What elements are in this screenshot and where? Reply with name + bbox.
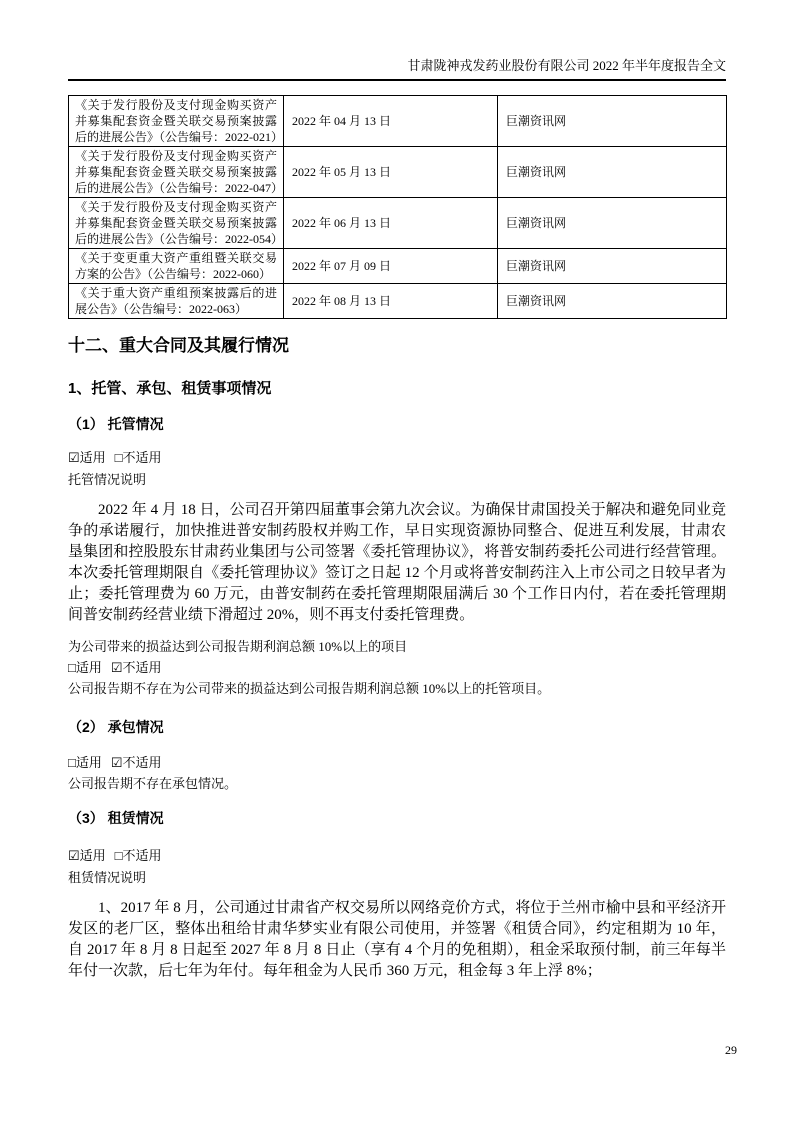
disclosure-date-cell: 2022 年 06 月 13 日 (284, 198, 498, 249)
lease-checkline (68, 847, 726, 864)
section-heading-major-contracts: 十二、重大合同及其履行情况 (68, 336, 289, 355)
applicable-option (68, 848, 106, 863)
checked-checkbox-icon: ☑ (110, 755, 123, 770)
report-title: 甘肃陇神戎发药业股份有限公司 2022 年半年度报告全文 (407, 58, 726, 73)
checkbox-label: 适用 (79, 450, 106, 465)
disclosure-site-cell: 巨潮资讯网 (498, 147, 727, 198)
subsection-heading-trusteeship: 1、托管、承包、租赁事项情况 (68, 380, 272, 397)
unchecked-checkbox-icon: □ (68, 755, 76, 770)
applicable-option (68, 660, 102, 675)
lease-note-label: 租赁情况说明 (68, 870, 147, 885)
announcement-title-cell: 《关于重大资产重组预案披露后的进展公告》（公告编号：2022-063） (69, 284, 284, 319)
disclosure-date-cell: 2022 年 08 月 13 日 (284, 284, 498, 319)
lease-heading: （3） 租赁情况 (68, 810, 164, 826)
unchecked-checkbox-icon: □ (114, 848, 123, 863)
custody-heading: （1） 托管情况 (68, 416, 164, 432)
announcement-title-cell: 《关于发行股份及支付现金购买资产并募集配套资金暨关联交易预案披露后的进展公告》（公告编号：2022-047） (69, 147, 284, 198)
announcements-table (68, 95, 727, 319)
not-applicable-option (115, 848, 162, 863)
custody-note-label: 托管情况说明 (68, 472, 147, 487)
applicable-option (68, 450, 106, 465)
checkbox-label: 适用 (75, 755, 102, 770)
disclosure-site-cell: 巨潮资讯网 (498, 284, 727, 319)
announcement-title-cell: 《关于发行股份及支付现金购买资产并募集配套资金暨关联交易预案披露后的进展公告》（公告编号：2022-054） (69, 198, 284, 249)
checked-checkbox-icon: ☑ (68, 450, 80, 465)
disclosure-date-cell: 2022 年 05 月 13 日 (284, 147, 498, 198)
checked-checkbox-icon: ☑ (68, 848, 80, 863)
profit-threshold-label: 为公司带来的损益达到公司报告期利润总额 10%以上的项目 (68, 639, 408, 654)
applicable-option (68, 755, 102, 770)
disclosure-date-cell: 2022 年 04 月 13 日 (284, 96, 498, 147)
table-row (69, 284, 727, 319)
lease-paragraph: 1、2017 年 8 月，公司通过甘肃省产权交易所以网络竞价方式，将位于兰州市榆中县和平经济开发区的老厂区，整体出租给甘肃华梦实业有限公司使用，并签署《租赁合同》，约定租期为 10 年，自 2017 年 8 月 8 日起至 2027 年 8 月 8 日止（享有 4 个月的免租期），租金采取预付制，前三年每半年付一次款，后七年为年付。每年租金为人民币 360 万元，租金每 3 年上浮 8%； (68, 900, 726, 979)
announcement-title-cell: 《关于变更重大资产重组暨关联交易方案的公告》（公告编号：2022-060） (69, 249, 284, 284)
disclosure-site-cell: 巨潮资讯网 (498, 198, 727, 249)
checkbox-label: 不适用 (122, 450, 162, 465)
unchecked-checkbox-icon: □ (114, 450, 123, 465)
table-row (69, 198, 727, 249)
disclosure-date-cell: 2022 年 07 月 09 日 (284, 249, 498, 284)
not-applicable-option (115, 450, 162, 465)
table-row (69, 249, 727, 284)
checkbox-label: 不适用 (122, 660, 162, 675)
custody-checkline (68, 449, 726, 466)
page-header (68, 57, 726, 81)
contracting-checkline (68, 754, 726, 771)
checkbox-label: 不适用 (122, 755, 162, 770)
disclosure-site-cell: 巨潮资讯网 (498, 249, 727, 284)
checkbox-label: 适用 (79, 848, 106, 863)
contracting-note: 公司报告期不存在承包情况。 (68, 776, 238, 791)
not-applicable-option (111, 660, 162, 675)
contracting-heading: （2） 承包情况 (68, 719, 164, 735)
page-number: 29 (725, 1043, 737, 1057)
profit-checkline (68, 659, 726, 676)
announcement-title-cell: 《关于发行股份及支付现金购买资产并募集配套资金暨关联交易预案披露后的进展公告》（公告编号：2022-021） (69, 96, 284, 147)
checked-checkbox-icon: ☑ (110, 660, 123, 675)
not-applicable-option (111, 755, 162, 770)
disclosure-site-cell: 巨潮资讯网 (498, 96, 727, 147)
profit-note: 公司报告期不存在为公司带来的损益达到公司报告期利润总额 10%以上的托管项目。 (68, 681, 551, 696)
custody-paragraph: 2022 年 4 月 18 日，公司召开第四届董事会第九次会议。为确保甘肃国投关于解决和避免同业竞争的承诺履行，加快推进普安制药股权并购工作，早日实现资源协同整合、促进互利发展，甘肃农垦集团和控股股东甘肃药业集团与公司签署《委托管理协议》，将普安制药委托公司进行经营管理。本次委托管理期限自《委托管理协议》签订之日起 12 个月或将普安制药注入上市公司之日较早者为止；委托管理费为 60 万元，由普安制药在委托管理期限届满后 30 个工作日内付，若在委托管理期间普安制药经营业绩下滑超过 20%，则不再支付委托管理费。 (68, 502, 726, 623)
unchecked-checkbox-icon: □ (68, 660, 76, 675)
checkbox-label: 不适用 (122, 848, 162, 863)
checkbox-label: 适用 (75, 660, 102, 675)
table-row (69, 147, 727, 198)
table-row (69, 96, 727, 147)
